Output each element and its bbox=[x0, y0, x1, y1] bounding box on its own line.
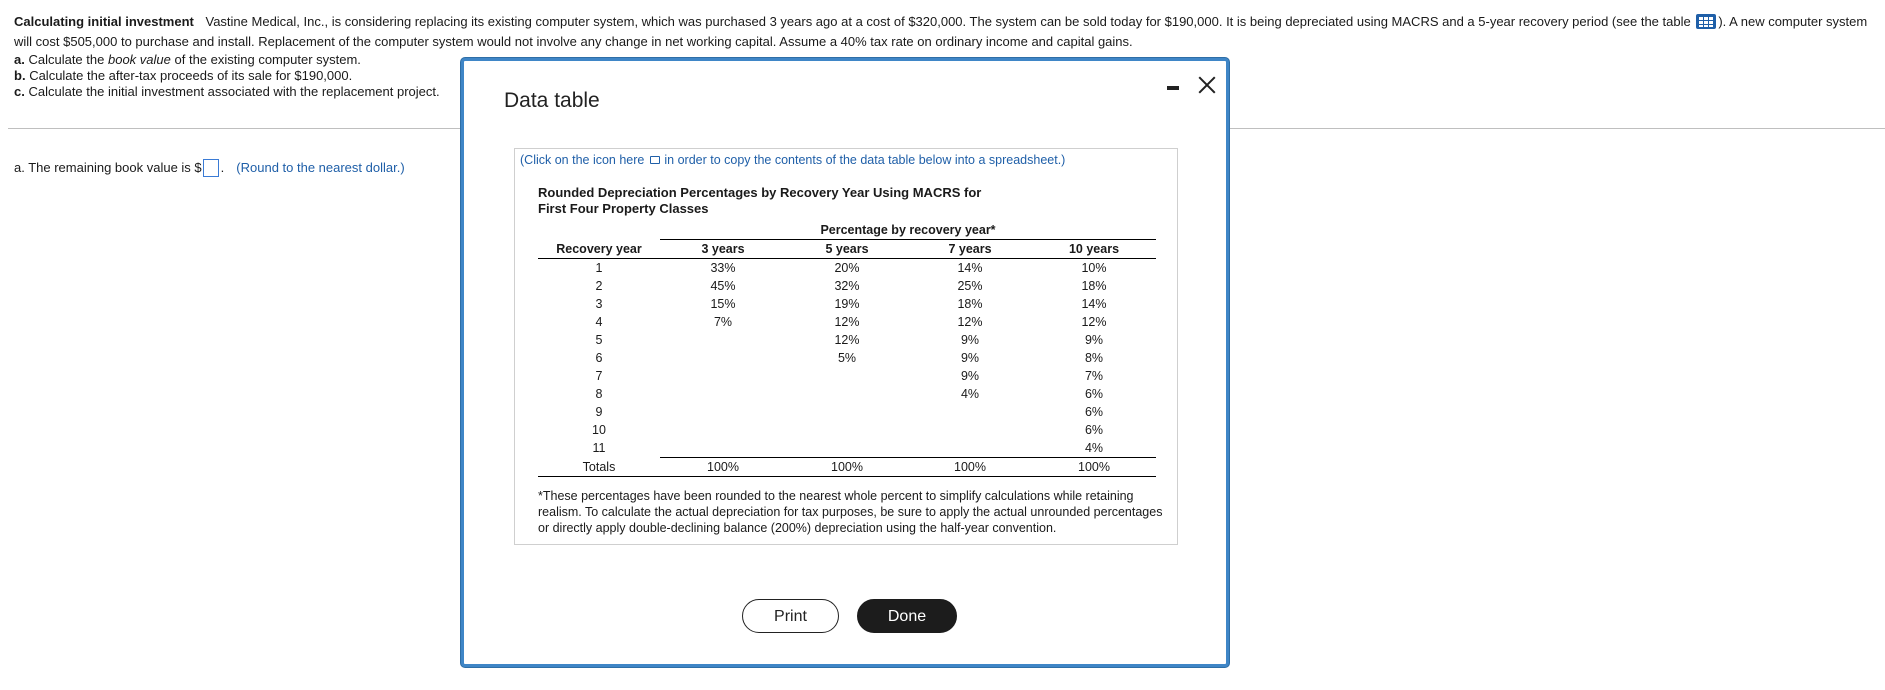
table-cell: 4% bbox=[1084, 441, 1104, 455]
table-cell: 100% bbox=[660, 458, 786, 477]
pct-header-row bbox=[538, 221, 1156, 240]
table-cell: 12% bbox=[1081, 315, 1107, 329]
col-header: 3 years bbox=[660, 240, 786, 259]
table-cell bbox=[786, 385, 908, 403]
done-button[interactable]: Done bbox=[857, 599, 957, 633]
table-row bbox=[538, 403, 1156, 421]
table-cell: 12% bbox=[957, 315, 983, 329]
table-row bbox=[538, 385, 1156, 403]
answer-prompt: a. The remaining book value is $ bbox=[14, 160, 202, 175]
table-row bbox=[538, 349, 1156, 367]
table-row bbox=[538, 295, 1156, 313]
pct-header: Percentage by recovery year* bbox=[660, 221, 1156, 240]
table-cell: 15% bbox=[710, 297, 736, 311]
col-header: 10 years bbox=[1032, 240, 1156, 259]
recovery-year-cell: 1 bbox=[595, 261, 603, 275]
copy-instruction: (Click on the icon here in order to copy the contents of the data table below into a spreadsheet.) bbox=[520, 153, 1066, 167]
col-header: 5 years bbox=[786, 240, 908, 259]
problem-title: Calculating initial investment bbox=[14, 14, 194, 29]
table-cell bbox=[786, 367, 908, 385]
rounding-hint: (Round to the nearest dollar.) bbox=[236, 160, 405, 175]
print-button[interactable]: Print bbox=[742, 599, 839, 633]
table-row bbox=[538, 313, 1156, 331]
table-cell: 8% bbox=[1084, 351, 1104, 365]
table-cell bbox=[660, 331, 786, 349]
table-cell bbox=[908, 403, 1032, 421]
table-cell bbox=[660, 385, 786, 403]
table-cell bbox=[660, 367, 786, 385]
problem-parts bbox=[14, 52, 440, 100]
table-cell: 12% bbox=[834, 333, 860, 347]
table-cell: 100% bbox=[908, 458, 1032, 477]
table-cell bbox=[660, 349, 786, 367]
part-a: a. Calculate the book value of the existing computer system. bbox=[14, 52, 361, 67]
table-cell: 14% bbox=[957, 261, 983, 275]
table-row bbox=[538, 331, 1156, 349]
book-value-term: book value bbox=[107, 52, 171, 67]
recovery-year-cell: 3 bbox=[595, 297, 603, 311]
answer-a: a. The remaining book value is $ . (Round to the nearest dollar.) bbox=[14, 160, 405, 175]
table-cell: 33% bbox=[710, 261, 736, 275]
table-cell: 25% bbox=[957, 279, 983, 293]
copy-icon[interactable] bbox=[650, 156, 660, 164]
table-cell: 32% bbox=[834, 279, 860, 293]
recovery-year-cell: 9 bbox=[595, 405, 603, 419]
table-row bbox=[538, 367, 1156, 385]
recovery-year-cell: 7 bbox=[595, 369, 603, 383]
part-c: c. Calculate the initial investment associated with the replacement project. bbox=[14, 84, 440, 99]
table-cell: 6% bbox=[1084, 405, 1104, 419]
table-cell: 12% bbox=[834, 315, 860, 329]
totals-row bbox=[538, 458, 1156, 477]
table-cell: 45% bbox=[710, 279, 736, 293]
table-row bbox=[538, 277, 1156, 295]
table-cell: 18% bbox=[1081, 279, 1107, 293]
recovery-year-cell: 10 bbox=[592, 423, 606, 437]
recovery-year-cell: 6 bbox=[595, 351, 603, 365]
table-grid-icon[interactable] bbox=[1696, 14, 1716, 29]
table-cell: 14% bbox=[1081, 297, 1107, 311]
table-cell: 18% bbox=[957, 297, 983, 311]
totals-label: Totals bbox=[538, 458, 660, 477]
table-cell: 7% bbox=[713, 315, 733, 329]
recovery-year-cell: 4 bbox=[595, 315, 603, 329]
close-icon[interactable] bbox=[1197, 75, 1217, 95]
recovery-year-cell: 2 bbox=[595, 279, 603, 293]
problem-text-part2: ). A new computer system will cost $505,000 to purchase and install. Replacement of the computer system would not involve any change in net working capital. Assume a 40% tax rate on ordinary income and capital gains. bbox=[14, 14, 1868, 49]
table-row bbox=[538, 421, 1156, 439]
table-title: Rounded Depreciation Percentages by Recovery Year Using MACRS for First Four Property Classes bbox=[538, 185, 982, 216]
table-cell: 6% bbox=[1084, 387, 1104, 401]
part-b: b. Calculate the after-tax proceeds of its sale for $190,000. bbox=[14, 68, 353, 83]
table-cell bbox=[786, 439, 908, 458]
table-footnote: *These percentages have been rounded to the nearest whole percent to simplify calculations while retaining realism. To calculate the actual depreciation for tax purposes, be sure to apply the actual unrounded percentages or directly apply double-declining balance (200%) depreciation using the half-year convention. bbox=[538, 489, 1163, 535]
col-header: 7 years bbox=[908, 240, 1032, 259]
macrs-table bbox=[538, 221, 1156, 477]
table-cell bbox=[908, 439, 1032, 458]
table-cell: 10% bbox=[1081, 261, 1107, 275]
table-cell: 4% bbox=[960, 387, 980, 401]
recovery-year-cell: 11 bbox=[592, 441, 606, 456]
dialog-title: Data table bbox=[504, 89, 600, 112]
table-cell bbox=[786, 421, 908, 439]
table-row bbox=[538, 259, 1156, 278]
recovery-year-cell: 8 bbox=[595, 387, 603, 401]
table-cell: 9% bbox=[960, 351, 980, 365]
table-cell bbox=[908, 421, 1032, 439]
table-cell: 6% bbox=[1084, 423, 1104, 437]
table-cell: 20% bbox=[834, 261, 860, 275]
table-cell: 19% bbox=[834, 297, 860, 311]
data-table-dialog bbox=[461, 58, 1229, 667]
table-cell: 5% bbox=[837, 351, 857, 365]
table-cell: 9% bbox=[1084, 333, 1104, 347]
table-cell bbox=[660, 403, 786, 421]
column-header-row bbox=[538, 240, 1156, 259]
table-cell: 7% bbox=[1084, 369, 1104, 383]
problem-text-part1: Vastine Medical, Inc., is considering replacing its existing computer system, which was purchased 3 years ago at a cost of $320,000. The system can be sold today for $190,000. It is being depreciated using MACRS and a 5-year recovery period (see the table bbox=[205, 14, 1691, 29]
table-cell bbox=[660, 421, 786, 439]
table-cell: 100% bbox=[786, 458, 908, 477]
table-cell: 100% bbox=[1032, 458, 1156, 477]
problem-statement bbox=[14, 12, 1874, 52]
table-cell bbox=[786, 403, 908, 421]
col-header: Recovery year bbox=[538, 240, 660, 259]
minimize-icon[interactable] bbox=[1167, 86, 1179, 90]
book-value-input[interactable] bbox=[203, 159, 219, 177]
data-table-frame bbox=[514, 148, 1178, 545]
recovery-year-cell: 5 bbox=[595, 333, 603, 347]
table-cell: 9% bbox=[960, 333, 980, 347]
table-cell: 9% bbox=[960, 369, 980, 383]
table-cell bbox=[660, 439, 786, 458]
table-row bbox=[538, 439, 1156, 458]
